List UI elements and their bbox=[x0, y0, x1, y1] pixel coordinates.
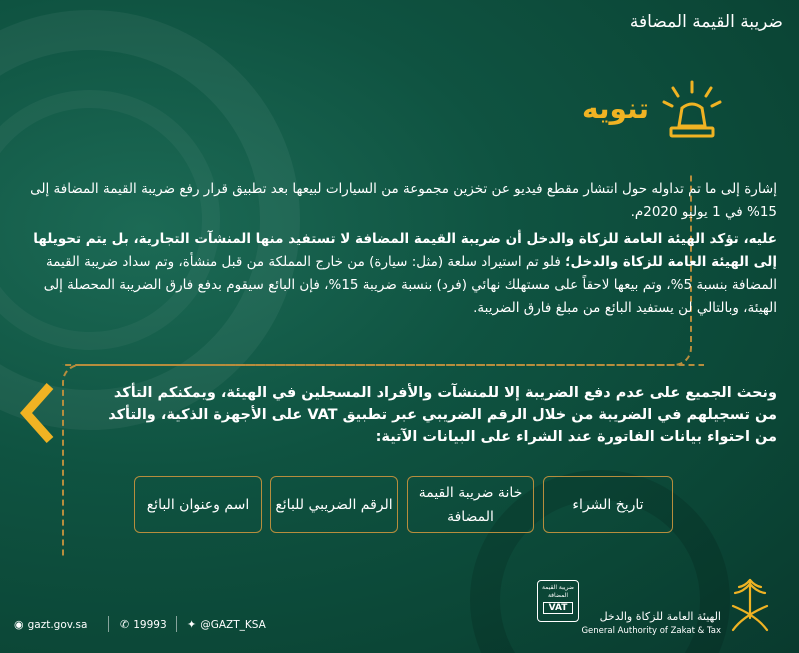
footer-divider bbox=[108, 616, 109, 632]
notice-title: تنويه bbox=[582, 92, 649, 125]
invoice-field-seller-name-address: اسم وعنوان البائع bbox=[134, 476, 262, 533]
org-name-arabic: الهيئة العامة للزكاة والدخل bbox=[599, 610, 721, 623]
header-title: ضريبة القيمة المضافة bbox=[629, 12, 783, 32]
twitter-icon: ✦ bbox=[187, 618, 197, 631]
footer-divider bbox=[176, 616, 177, 632]
website-link[interactable] bbox=[14, 618, 87, 631]
chevron-left-icon bbox=[20, 382, 56, 444]
invoice-field-purchase-date: تاريخ الشراء bbox=[543, 476, 673, 533]
phone-icon: ✆ bbox=[120, 618, 130, 631]
phone-link[interactable] bbox=[120, 618, 167, 631]
phone-text: 19993 bbox=[133, 619, 167, 631]
org-name-english: General Authority of Zakat & Tax bbox=[581, 626, 721, 636]
notice-paragraph-2-rest: فلو تم استيراد سلعة (مثل: سيارة) من خارج المملكة من قبل منشأة، وتم سداد ضريبة القيمة المضافة بنسبة 5%، وتم بيعها لاحقاً على مستهلك نهائي (فرد) بنسبة ضريبة 15%، فإن البائع سيقوم بدفع فارق الضريبة المحصلة إلى الهيئة، وبالتالي لن يستفيد البائع من مبلغ فارق الضريبة. bbox=[43, 254, 777, 316]
palm-swords-logo-icon bbox=[727, 576, 773, 638]
invoice-field-seller-tax-number: الرقم الضريبي للبائع bbox=[270, 476, 398, 533]
vat-logo-text: ضريبة القيمة المضافة bbox=[541, 584, 575, 599]
notice-paragraph-2-bold: عليه، تؤكد الهيئة العامة للزكاة والدخل أن ضريبة القيمة المضافة لا تستفيد منها المنشآت التجارية، بل يتم تحويلها إلى الهيئة العامة للزكاة والدخل؛ bbox=[33, 231, 777, 270]
notice-paragraph-3: ونحث الجميع على عدم دفع الضريبة إلا للمنشآت والأفراد المسجلين في الهيئة، ويمكنكم التأكد من تسجيلهم في الضريبة من خلال الرقم الضريبي عبر تطبيق VAT على الأجهزة الذكية، والتأكد من احتواء بيانات الفاتورة عند الشراء على البيانات الآتية: bbox=[108, 385, 777, 445]
notice-paragraph-1: إشارة إلى ما تم تداوله حول انتشار مقطع فيديو عن تخزين مجموعة من السيارات لبيعها بعد تطبيق قرار رفع ضريبة القيمة المضافة إلى 15% في 1 يوليو 2020م. bbox=[30, 181, 777, 220]
vat-logo-icon bbox=[537, 580, 579, 622]
invoice-field-vat-amount: خانة ضريبة القيمة المضافة bbox=[407, 476, 534, 533]
notice-paragraph-2 bbox=[17, 228, 777, 320]
globe-icon: ◉ bbox=[14, 618, 24, 631]
warning-light-icon bbox=[661, 78, 723, 144]
footer bbox=[0, 584, 799, 653]
twitter-text: @GAZT_KSA bbox=[200, 619, 266, 631]
twitter-link[interactable] bbox=[187, 618, 266, 631]
vat-logo-word: VAT bbox=[543, 602, 573, 614]
website-text: gazt.gov.sa bbox=[27, 619, 88, 631]
